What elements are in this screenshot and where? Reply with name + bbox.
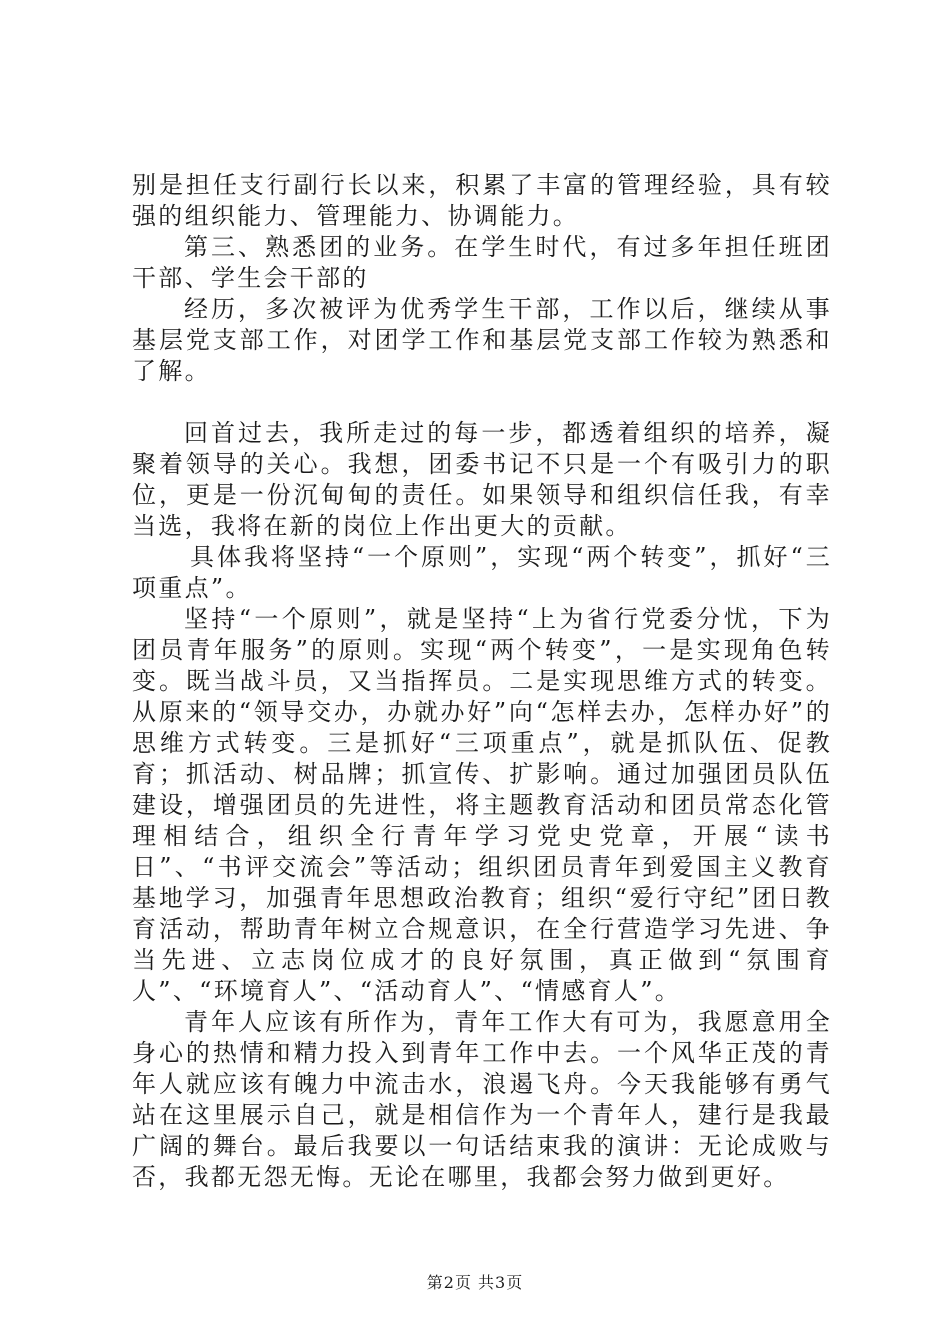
paragraph-closing: 青年人应该有所作为，青年工作大有可为，我愿意用全身心的热情和精力投入到青年工作中去。一个风华正茂的青年人就应该有魄力中流击水，浪遏飞舟。今天我能够有勇气站在这里展示自己，就是相信作为一个青年人，建行是我最广阔的舞台。最后我要以一句话结束我的演讲：无论成败与否，我都无怨无悔。无论在哪里，我都会努力做到更好。: [132, 1008, 832, 1191]
paragraph-third-point: 第三、熟悉团的业务。在学生时代，有过多年担任班团干部、学生会干部的: [132, 233, 832, 292]
paragraph-experience-detail: 经历，多次被评为优秀学生干部，工作以后，继续从事基层党支部工作，对团学工作和基层党支部工作较为熟悉和了解。: [132, 295, 832, 385]
paragraph-plan-summary: 具体我将坚持“一个原则”，实现“两个转变”，抓好“三项重点”。: [132, 543, 832, 602]
paragraph-looking-back: 回首过去，我所走过的每一步，都透着组织的培养，凝聚着领导的关心。我想，团委书记不只是一个有吸引力的职位，更是一份沉甸甸的责任。如果领导和组织信任我，有幸当选，我将在新的岗位上作出更大的贡献。: [132, 419, 832, 540]
paragraph-experience-continued: 别是担任支行副行长以来，积累了丰富的管理经验，具有较强的组织能力、管理能力、协调能力。: [132, 171, 832, 230]
paragraph-plan-detail: 坚持“一个原则”，就是坚持“上为省行党委分忧，下为团员青年服务”的原则。实现“两个转变”，一是实现角色转变。既当战斗员，又当指挥员。二是实现思维方式的转变。从原来的“领导交办，办就办好”向“怎样去办，怎样办好”的思维方式转变。三是抓好“三项重点”，就是抓队伍、促教育；抓活动、树品牌；抓宣传、扩影响。通过加强团员队伍建设，增强团员的先进性，将主题教育活动和团员常态化管理相结合，组织全行青年学习党史党章，开展“读书日”、“书评交流会”等活动；组织团员青年到爱国主义教育基地学习，加强青年思想政治教育；组织“爱行守纪”团日教育活动，帮助青年树立合规意识，在全行营造学习先进、争当先进、立志岗位成才的良好氛围，真正做到“氛围育人”、“环境育人”、“活动育人”、“情感育人”。: [132, 605, 832, 1005]
document-body: [132, 170, 832, 1193]
page-number-footer: 第2页 共3页: [426, 1273, 524, 1292]
